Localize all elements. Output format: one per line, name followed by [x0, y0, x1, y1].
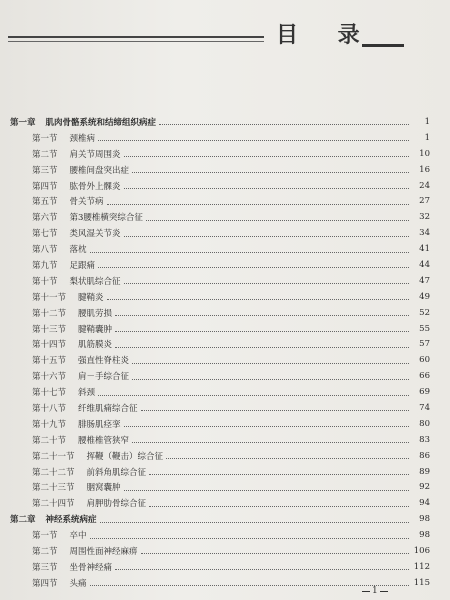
toc-leader-dots	[107, 293, 409, 300]
toc-leader-dots	[124, 230, 409, 237]
toc-section-row	[10, 273, 430, 289]
toc-entry-title: 卒中	[69, 531, 87, 542]
toc-entry-page: 55	[419, 323, 430, 334]
toc-entry-page: 57	[419, 339, 430, 350]
toc-entry-page: 34	[419, 228, 430, 239]
toc-entry-title: 胭窝囊肿	[86, 483, 121, 494]
toc-entry-number: 第五节	[32, 197, 58, 208]
toc-section-row	[10, 241, 430, 257]
toc-leader-dots	[115, 309, 409, 316]
toc-entry-title: 腰肌劳损	[78, 308, 113, 319]
toc-entry-page: 94	[419, 498, 430, 509]
toc-entry-page: 86	[419, 450, 430, 461]
toc-section-row	[10, 495, 430, 511]
toc-entry-title: 纤维肌痛综合征	[78, 403, 138, 414]
toc-entry-number: 第十一节	[32, 292, 67, 303]
header-rule-thin	[8, 41, 264, 42]
toc-entry-page: 106	[413, 545, 430, 556]
toc-leader-dots	[98, 134, 409, 141]
toc-entry-title: 腓肠肌痉挛	[78, 419, 121, 430]
toc-entry-number: 第二十一节	[32, 451, 75, 462]
toc-entry-page: 83	[419, 434, 430, 445]
toc-leader-dots	[115, 563, 409, 570]
toc-section-row	[10, 193, 430, 209]
toc-section-row	[10, 352, 430, 368]
toc-leader-dots	[115, 341, 409, 348]
toc-entry-number: 第一章	[10, 117, 36, 128]
toc-section-row	[10, 146, 430, 162]
toc-section-row	[10, 178, 430, 194]
toc-entry-number: 第九节	[32, 260, 58, 271]
toc-entry-number: 第二十三节	[32, 483, 75, 494]
toc-entry-page: 74	[419, 402, 430, 413]
toc-entry-page: 52	[419, 307, 430, 318]
toc-entry-number: 第二十四节	[32, 499, 75, 510]
toc-entry-title: 头痛	[69, 578, 87, 589]
toc-entry-page: 32	[419, 212, 430, 223]
toc-leader-dots	[146, 214, 409, 221]
toc-leader-dots	[98, 389, 409, 396]
toc-entry-number: 第二节	[32, 149, 58, 160]
toc-entry-page: 27	[419, 196, 430, 207]
toc-entry-title: 足跟痛	[69, 260, 96, 271]
toc-leader-dots	[100, 516, 409, 523]
page-number: 1	[372, 586, 378, 596]
toc-entry-number: 第一节	[32, 133, 58, 144]
toc-leader-dots	[124, 150, 409, 157]
toc-section-row	[10, 225, 430, 241]
toc-entry-title: 挥鞭（鞭击）综合征	[86, 451, 164, 462]
toc-entry-number: 第十三节	[32, 324, 67, 335]
toc-section-row	[10, 305, 430, 321]
toc-entry-number: 第十二节	[32, 308, 67, 319]
toc-entry-title: 肌筋膜炎	[78, 340, 113, 351]
toc-entry-title: 坐骨神经痛	[69, 562, 113, 573]
toc-section-row	[10, 257, 430, 273]
page-header	[0, 0, 450, 90]
toc-entry-title: 腰椎椎管狭窄	[78, 435, 130, 446]
toc-entry-title: 强直性脊柱炎	[78, 356, 130, 367]
toc-section-row	[10, 384, 430, 400]
toc-entry-page: 24	[419, 180, 430, 191]
toc-entry-page: 49	[419, 291, 430, 302]
toc-entry-number: 第一节	[32, 531, 58, 542]
toc-entry-title: 肱骨外上髁炎	[69, 181, 121, 192]
toc-section-row	[10, 432, 430, 448]
toc-leader-dots	[141, 547, 409, 554]
toc-entry-number: 第十九节	[32, 419, 67, 430]
toc-entry-page: 60	[419, 355, 430, 366]
toc-entry-page: 112	[413, 561, 430, 572]
toc-entry-number: 第二十节	[32, 435, 67, 446]
toc-leader-dots	[90, 246, 409, 253]
toc-leader-dots	[132, 436, 409, 443]
table-of-contents	[10, 114, 430, 591]
toc-entry-page: 89	[419, 466, 430, 477]
toc-entry-number: 第十六节	[32, 372, 67, 383]
toc-leader-dots	[166, 452, 409, 459]
header-rule-right	[362, 44, 404, 47]
toc-leader-dots	[115, 325, 409, 332]
toc-entry-title: 肩关节周围炎	[69, 149, 121, 160]
toc-entry-title: 梨状肌综合征	[69, 276, 121, 287]
toc-leader-dots	[124, 277, 409, 284]
toc-leader-dots	[124, 182, 409, 189]
toc-section-row	[10, 575, 430, 591]
toc-entry-number: 第八节	[32, 245, 58, 256]
toc-section-row	[10, 368, 430, 384]
toc-section-row	[10, 289, 430, 305]
toc-section-row	[10, 543, 430, 559]
toc-entry-title: 颈椎病	[69, 133, 96, 144]
toc-entry-page: 10	[419, 148, 430, 159]
toc-entry-title: 腰椎间盘突出症	[69, 165, 130, 176]
toc-entry-title: 第3腰椎横突综合征	[69, 213, 143, 224]
toc-section-row	[10, 162, 430, 178]
toc-entry-title: 肌肉骨骼系统和结缔组织病症	[45, 117, 157, 128]
toc-section-row	[10, 400, 430, 416]
toc-entry-title: 斜颈	[78, 388, 96, 399]
toc-entry-page: 1	[424, 132, 430, 143]
toc-leader-dots	[90, 579, 409, 586]
toc-leader-dots	[98, 261, 409, 268]
toc-entry-number: 第十四节	[32, 340, 67, 351]
toc-entry-number: 第十七节	[32, 388, 67, 399]
toc-entry-page: 69	[419, 387, 430, 398]
toc-section-row	[10, 448, 430, 464]
toc-entry-number: 第四节	[32, 578, 58, 589]
toc-entry-title: 落枕	[69, 245, 87, 256]
toc-entry-page: 115	[413, 577, 430, 588]
toc-section-row	[10, 479, 430, 495]
toc-entry-number: 第十八节	[32, 403, 67, 414]
toc-leader-dots	[149, 500, 409, 507]
toc-entry-page: 66	[419, 371, 430, 382]
toc-entry-number: 第七节	[32, 229, 58, 240]
toc-entry-title: 神经系统病症	[45, 515, 97, 526]
toc-leader-dots	[159, 118, 409, 125]
toc-section-row	[10, 416, 430, 432]
toc-entry-title: 腱鞘炎	[78, 292, 104, 303]
toc-entry-number: 第十五节	[32, 356, 67, 367]
toc-leader-dots	[132, 166, 409, 173]
toc-entry-title: 前斜角肌综合征	[86, 467, 147, 478]
toc-section-row	[10, 336, 430, 352]
toc-entry-page: 98	[419, 514, 430, 525]
toc-leader-dots	[107, 198, 409, 205]
page-title: 目 录	[276, 22, 376, 48]
toc-section-row	[10, 527, 430, 543]
toc-entry-title: 类风湿关节炎	[69, 229, 121, 240]
toc-entry-number: 第二章	[10, 515, 36, 526]
toc-section-row	[10, 321, 430, 337]
toc-leader-dots	[124, 484, 409, 491]
toc-leader-dots	[149, 468, 409, 475]
toc-entry-page: 80	[419, 418, 430, 429]
toc-entry-page: 47	[419, 275, 430, 286]
toc-entry-page: 16	[419, 164, 430, 175]
toc-entry-number: 第二十二节	[32, 467, 75, 478]
toc-leader-dots	[90, 532, 409, 539]
toc-section-row	[10, 130, 430, 146]
toc-entry-title: 肩胛肋骨综合征	[86, 499, 147, 510]
toc-leader-dots	[141, 404, 409, 411]
toc-entry-number: 第六节	[32, 213, 58, 224]
toc-entry-title: 骨关节病	[69, 197, 104, 208]
toc-entry-page: 92	[419, 482, 430, 493]
toc-section-row	[10, 464, 430, 480]
toc-entry-page: 98	[419, 530, 430, 541]
toc-section-row	[10, 209, 430, 225]
toc-entry-page: 44	[419, 259, 430, 270]
toc-section-row	[10, 559, 430, 575]
toc-entry-page: 41	[419, 244, 430, 255]
toc-entry-title: 周围性面神经麻痹	[69, 546, 138, 557]
toc-leader-dots	[124, 420, 409, 427]
toc-entry-number: 第三节	[32, 562, 58, 573]
toc-chapter-row	[10, 511, 430, 527]
toc-chapter-row	[10, 114, 430, 130]
toc-entry-number: 第三节	[32, 165, 58, 176]
toc-leader-dots	[132, 357, 409, 364]
toc-leader-dots	[132, 373, 409, 380]
toc-entry-number: 第十节	[32, 276, 58, 287]
toc-entry-title: 腱鞘囊肿	[78, 324, 113, 335]
toc-entry-title: 肩－手综合征	[78, 372, 130, 383]
header-rule	[8, 36, 264, 38]
toc-entry-number: 第二节	[32, 546, 58, 557]
toc-entry-page: 1	[424, 116, 430, 127]
toc-entry-number: 第四节	[32, 181, 58, 192]
